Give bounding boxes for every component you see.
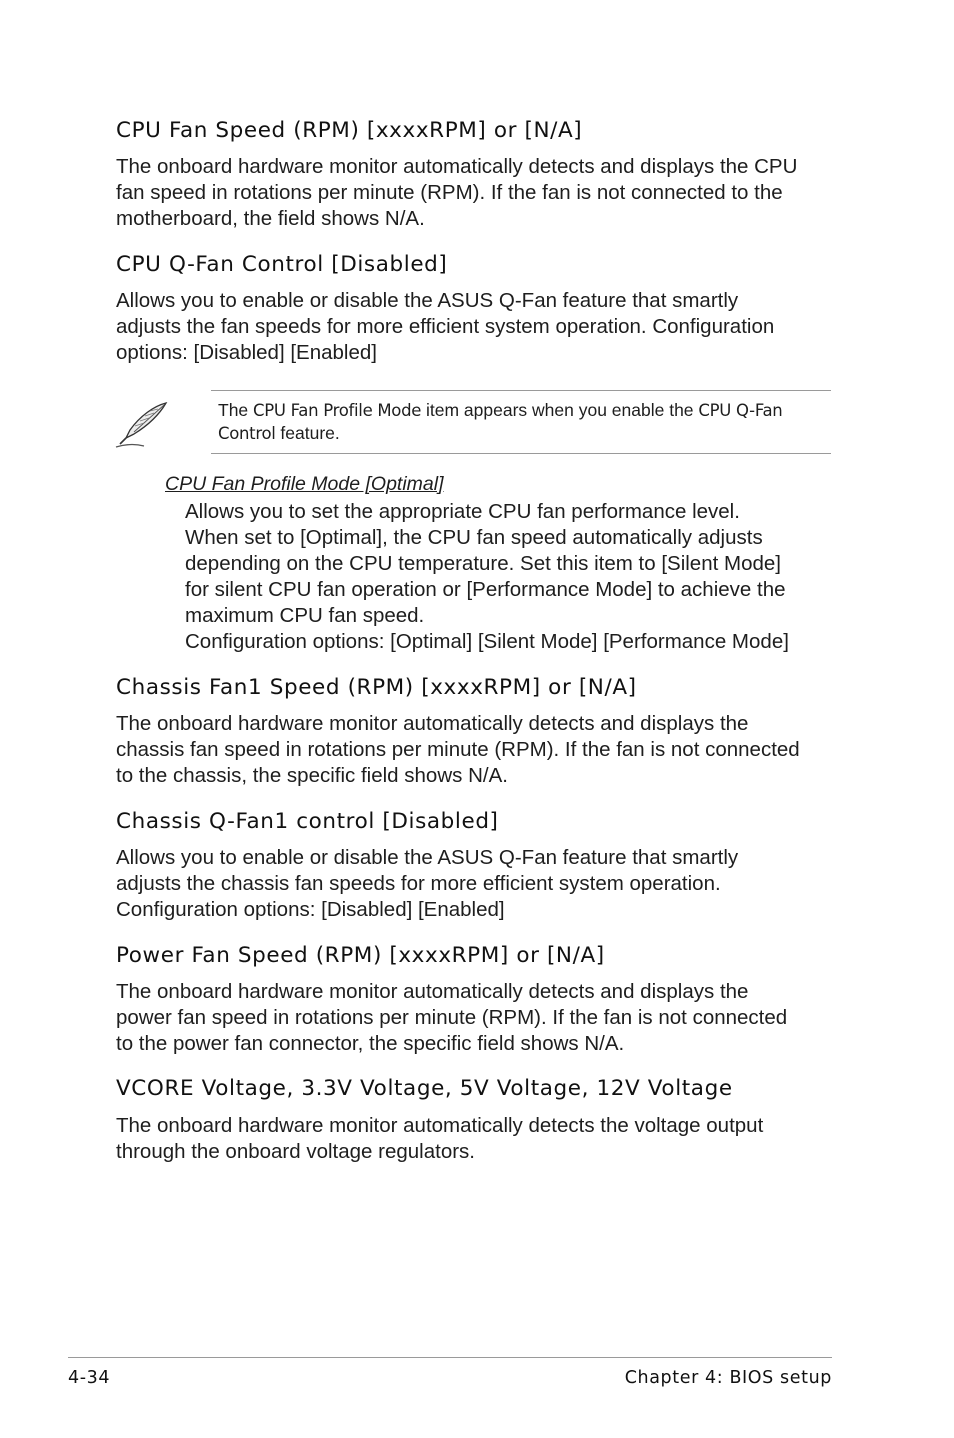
body-line: adjusts the fan speeds for more efficient system operation. Configuration [116, 315, 775, 338]
page-number: 4-34 [68, 1368, 111, 1388]
section-body-voltages [116, 1113, 836, 1165]
body-line: Allows you to enable or disable the ASUS Q-Fan feature that smartly [116, 289, 739, 312]
section-body-power-fan-speed [116, 979, 836, 1057]
body-line: power fan speed in rotations per minute (RPM). If the fan is not connected [116, 1006, 788, 1029]
body-line: for silent CPU fan operation or [Performance Mode] to achieve the [185, 578, 786, 601]
note-box [211, 390, 831, 454]
body-line: through the onboard voltage regulators. [116, 1140, 476, 1163]
body-line: The onboard hardware monitor automatically detects and displays the [116, 712, 749, 735]
subitem-body [185, 499, 835, 655]
footer-divider [68, 1357, 832, 1358]
section-heading-voltages: VCORE Voltage, 3.3V Voltage, 5V Voltage, 12V Voltage [116, 1076, 733, 1101]
note-tail: feature. [280, 423, 340, 443]
body-line: options: [Disabled] [Enabled] [116, 341, 377, 364]
body-line: to the chassis, the specific field shows N/A. [116, 764, 508, 787]
note-control-name-cont: Control [218, 424, 276, 443]
section-heading-chassis-q-fan1-control: Chassis Q-Fan1 control [Disabled] [116, 809, 499, 834]
body-line: When set to [Optimal], the CPU fan speed automatically adjusts [185, 526, 763, 549]
section-heading-chassis-fan1-speed: Chassis Fan1 Speed (RPM) [xxxxRPM] or [N/A] [116, 675, 637, 700]
body-line: maximum CPU fan speed. [185, 604, 425, 627]
chapter-title: Chapter 4: BIOS setup [624, 1368, 832, 1388]
section-heading-cpu-q-fan-control: CPU Q-Fan Control [Disabled] [116, 252, 448, 277]
body-line: The onboard hardware monitor automatically detects and displays the [116, 980, 749, 1003]
note-item-name: CPU Fan Profile Mode [253, 401, 422, 420]
body-line: Allows you to enable or disable the ASUS Q-Fan feature that smartly [116, 846, 739, 869]
note-lead: The [218, 400, 249, 420]
body-line: fan speed in rotations per minute (RPM). If the fan is not connected to the [116, 181, 783, 204]
body-line: to the power fan connector, the specific field shows N/A. [116, 1032, 625, 1055]
body-line: motherboard, the field shows N/A. [116, 207, 425, 230]
body-line: Configuration options: [Optimal] [Silent Mode] [Performance Mode] [185, 630, 789, 653]
note-middle: item appears when you enable the [426, 400, 694, 420]
body-line: adjusts the chassis fan speeds for more efficient system operation. [116, 872, 721, 895]
section-body-cpu-q-fan-control [116, 288, 836, 366]
body-line: Allows you to set the appropriate CPU fan performance level. [185, 500, 740, 523]
subitem-title: CPU Fan Profile Mode [Optimal] [165, 473, 444, 495]
body-line: The onboard hardware monitor automatically detects and displays the CPU [116, 155, 798, 178]
section-heading-cpu-fan-speed: CPU Fan Speed (RPM) [xxxxRPM] or [N/A] [116, 118, 583, 143]
body-line: chassis fan speed in rotations per minute (RPM). If the fan is not connected [116, 738, 800, 761]
body-line: The onboard hardware monitor automatically detects the voltage output [116, 1114, 764, 1137]
section-heading-power-fan-speed: Power Fan Speed (RPM) [xxxxRPM] or [N/A] [116, 943, 605, 968]
note-control-name: CPU Q-Fan [698, 401, 783, 420]
pen-note-icon [114, 400, 170, 450]
section-body-cpu-fan-speed [116, 154, 836, 232]
note-text [218, 399, 823, 445]
body-line: depending on the CPU temperature. Set this item to [Silent Mode] [185, 552, 781, 575]
section-body-chassis-fan1-speed [116, 711, 836, 789]
body-line: Configuration options: [Disabled] [Enabled] [116, 898, 505, 921]
section-body-chassis-q-fan1-control [116, 845, 836, 923]
